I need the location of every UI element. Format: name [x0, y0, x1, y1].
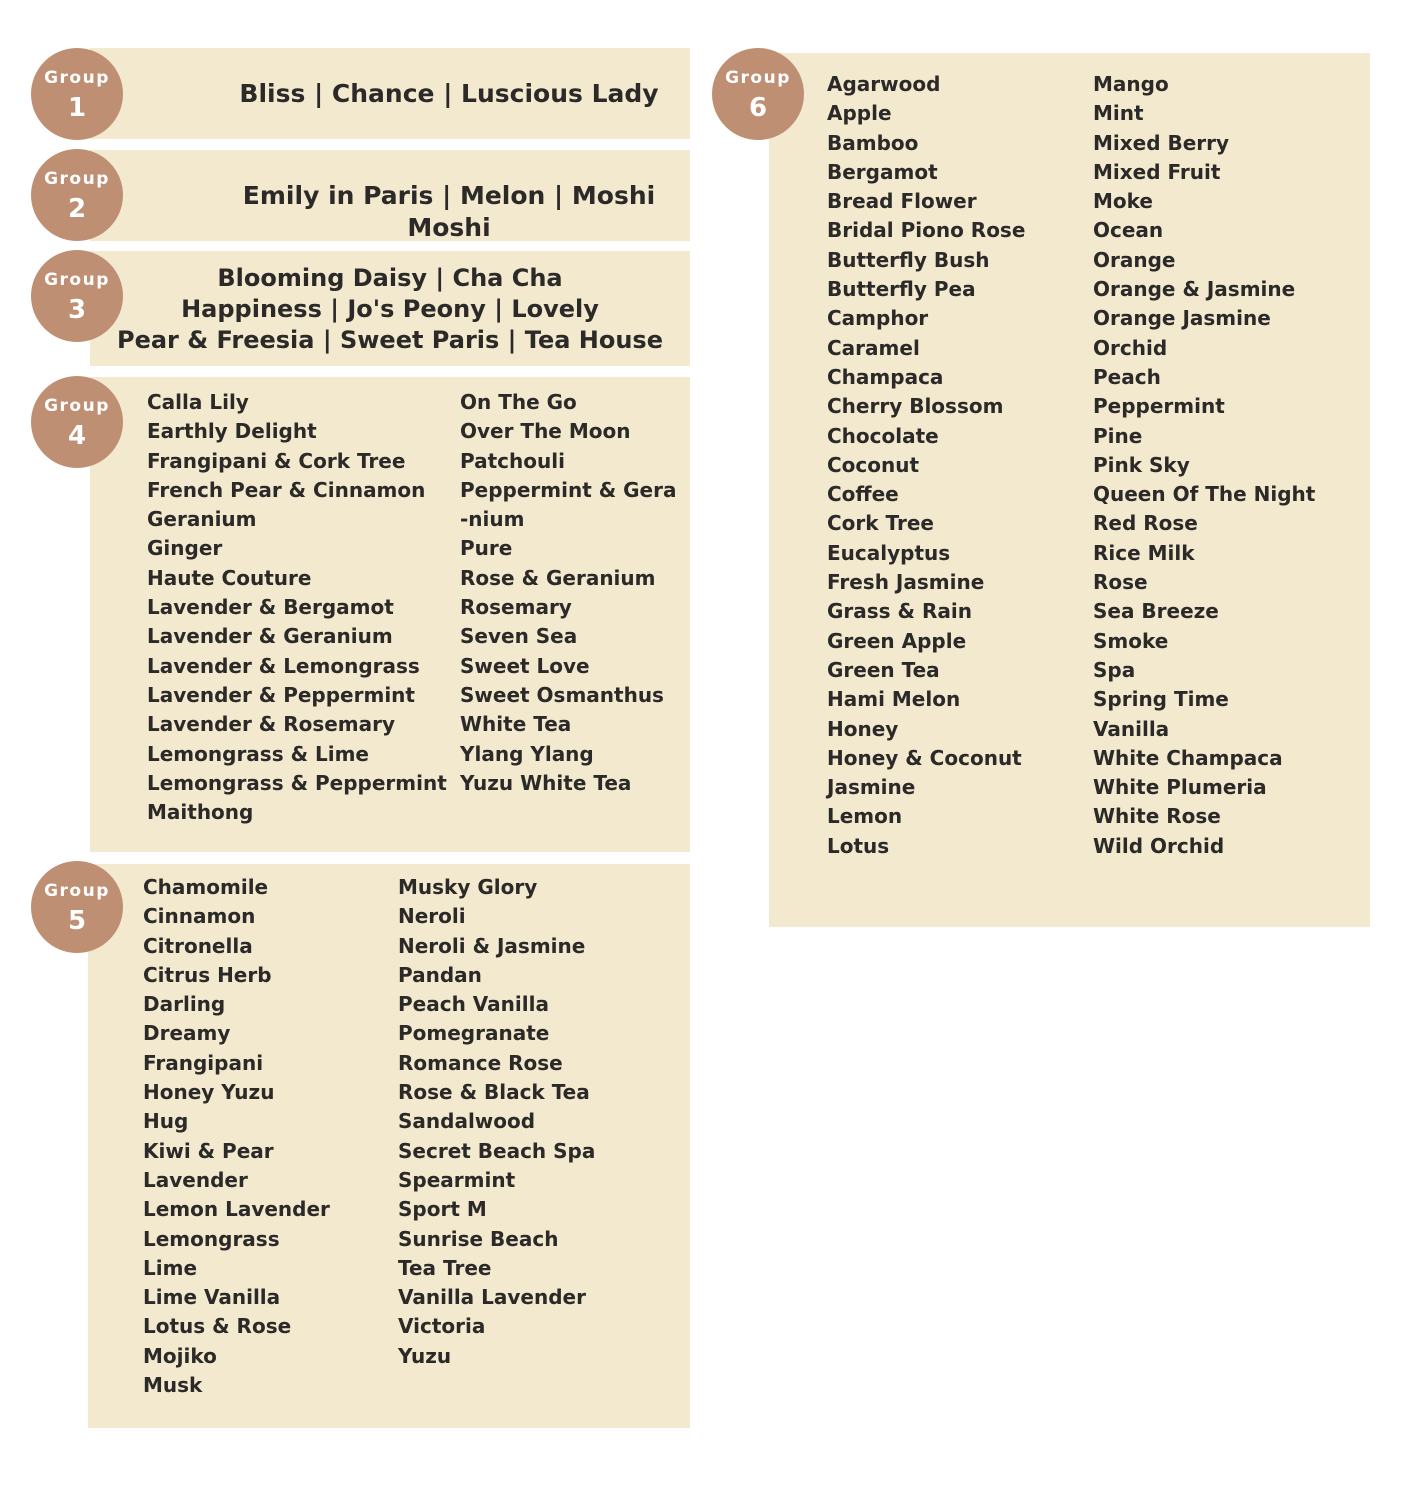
group-5-list-col1: [143, 873, 330, 1400]
scent-list-item: Vanilla: [1093, 716, 1170, 741]
scent-list-item: Geranium: [147, 507, 257, 532]
group-2-badge: [31, 149, 123, 241]
scent-list-item: Pine: [1093, 423, 1143, 448]
group-2-text: [208, 180, 690, 244]
scent-list-item: Lotus: [827, 833, 890, 858]
scent-list-item: Red Rose: [1093, 511, 1198, 536]
scent-list-item: Mojiko: [143, 1343, 217, 1368]
scent-list-item: Citrus Herb: [143, 962, 272, 987]
group-3-badge-number: 3: [67, 295, 87, 325]
scent-list-item: Lemon Lavender: [143, 1197, 330, 1222]
scent-list-item: Honey Yuzu: [143, 1080, 275, 1105]
scent-list-item: White Plumeria: [1093, 775, 1267, 800]
scent-list-item: Bread Flower: [827, 189, 977, 214]
scent-list-item: Honey: [827, 716, 899, 741]
group-4-badge-label: Group: [44, 396, 110, 416]
scent-list-item: Pure: [460, 536, 513, 561]
group-1-badge-number: 1: [67, 93, 87, 123]
group-6-list-col1: [827, 70, 1025, 861]
scent-list-item: Apple: [827, 101, 892, 126]
group-2-badge-label: Group: [44, 169, 110, 189]
scent-list-item: Neroli & Jasmine: [398, 933, 586, 958]
group-2-badge-number: 2: [67, 194, 87, 224]
group-6-list-col2: [1093, 70, 1315, 861]
scent-list-item: Spearmint: [398, 1167, 516, 1192]
group-1-panel: [90, 48, 690, 139]
scent-list-item: Dreamy: [143, 1021, 231, 1046]
scent-list-item: Peach Vanilla: [398, 992, 549, 1017]
scent-list-item: Peach: [1093, 364, 1161, 389]
scent-list-item: Over The Moon: [460, 419, 631, 444]
scent-list-item: Seven Sea: [460, 624, 578, 649]
scent-list-item: Musk: [143, 1373, 203, 1398]
scent-list-item: French Pear & Cinnamon: [147, 477, 426, 502]
scent-list-item: Ylang Ylang: [460, 741, 594, 766]
scent-list-item: Lavender & Geranium: [147, 624, 393, 649]
group-3-line: Happiness | Jo's Peony | Lovely: [181, 295, 599, 323]
scent-list-item: Spa: [1093, 657, 1136, 682]
scent-list-item: Chocolate: [827, 423, 939, 448]
scent-list-item: Mint: [1093, 101, 1144, 126]
scent-list-item: Hami Melon: [827, 687, 961, 712]
scent-list-item: Orange & Jasmine: [1093, 277, 1296, 302]
scent-list-item: Sport M: [398, 1197, 487, 1222]
scent-list-item: Lime Vanilla: [143, 1285, 281, 1310]
scent-list-item: Darling: [143, 992, 226, 1017]
scent-list-item: Victoria: [398, 1314, 486, 1339]
scent-list-item: Rose: [1093, 570, 1148, 595]
scent-list-item: Hug: [143, 1109, 189, 1134]
scent-list-item: Rosemary: [460, 595, 572, 620]
scent-list-item: Peppermint: [1093, 394, 1225, 419]
scent-list-item: Lavender: [143, 1167, 248, 1192]
scent-list-item: Fresh Jasmine: [827, 570, 985, 595]
scent-list-item: Lavender & Peppermint: [147, 682, 415, 707]
scent-list-item: Orange: [1093, 247, 1176, 272]
scent-list-item: Neroli: [398, 904, 466, 929]
scent-list-item: Mixed Berry: [1093, 130, 1230, 155]
scent-list-item: Sandalwood: [398, 1109, 536, 1134]
scent-list-item: Honey & Coconut: [827, 745, 1022, 770]
scent-list-item: Lemon: [827, 804, 903, 829]
scent-list-item: Citronella: [143, 933, 253, 958]
scent-list-item: Queen Of The Night: [1093, 482, 1316, 507]
scent-list-item: Lemongrass: [143, 1226, 280, 1251]
scent-list-item: Pomegranate: [398, 1021, 550, 1046]
scent-list-item: Chamomile: [143, 875, 269, 899]
scent-list-item: Musky Glory: [398, 875, 538, 899]
group-4-panel: [90, 377, 690, 852]
group-4-list-col2: [460, 388, 682, 798]
scent-list-item: Vanilla Lavender: [398, 1285, 586, 1310]
scent-list-item: Sweet Love: [460, 653, 590, 678]
scent-list-item: Mixed Fruit: [1093, 159, 1221, 184]
group-3-line: Blooming Daisy | Cha Cha: [217, 264, 563, 292]
group-1-badge: [31, 48, 123, 140]
scent-list-item: Lotus & Rose: [143, 1314, 292, 1339]
group-6-badge-label: Group: [725, 68, 791, 88]
scent-list-item: Yuzu White Tea: [460, 770, 632, 795]
scent-list-item: Agarwood: [827, 72, 941, 96]
scent-list-item: Frangipani & Cork Tree: [147, 448, 406, 473]
scent-list-item: White Champaca: [1093, 745, 1283, 770]
scent-list-item: Champaca: [827, 364, 944, 389]
scent-list-item: Calla Lily: [147, 390, 249, 414]
scent-list-item: Lime: [143, 1255, 198, 1280]
scent-list-item: Butterfly Pea: [827, 277, 976, 302]
scent-list-item: Coconut: [827, 452, 920, 477]
group-4-badge: [31, 376, 123, 468]
group-5-badge-label: Group: [44, 881, 110, 901]
group-3-panel: [90, 251, 690, 366]
scent-list-item: Haute Couture: [147, 565, 312, 590]
scent-list-item: Mango: [1093, 72, 1169, 96]
scent-list-item: Caramel: [827, 335, 920, 360]
scent-list-item: Camphor: [827, 306, 929, 331]
scent-list-item: Kiwi & Pear: [143, 1138, 274, 1163]
group-3-badge: [31, 250, 123, 342]
scent-list-item: Smoke: [1093, 628, 1169, 653]
group-5-badge-number: 5: [67, 906, 87, 936]
group-1-line: Bliss | Chance | Luscious Lady: [239, 79, 659, 108]
scent-list-item: Bridal Piono Rose: [827, 218, 1026, 243]
scent-list-item: Moke: [1093, 189, 1153, 214]
scent-list-item: Butterfly Bush: [827, 247, 990, 272]
scent-list-item: Lavender & Rosemary: [147, 712, 396, 737]
scent-list-item: Tea Tree: [398, 1255, 492, 1280]
scent-list-item: Green Apple: [827, 628, 967, 653]
group-5-badge: [31, 861, 123, 953]
scent-list-item: Cinnamon: [143, 904, 256, 929]
group-5-list-col2: [398, 873, 595, 1371]
scent-list-item: Lavender & Bergamot: [147, 595, 394, 620]
scent-list-item: Cork Tree: [827, 511, 934, 536]
scent-list-item: Wild Orchid: [1093, 833, 1225, 858]
scent-list-item: Bamboo: [827, 130, 919, 155]
scent-list-item: Peppermint & Gera-nium: [460, 477, 677, 532]
scent-list-item: Sea Breeze: [1093, 599, 1219, 624]
scent-list-item: Lemongrass & Peppermint: [147, 770, 447, 795]
scent-list-item: Rice Milk: [1093, 540, 1195, 565]
scent-list-item: Coffee: [827, 482, 899, 507]
group-3-line: Pear & Freesia | Sweet Paris | Tea House: [116, 326, 663, 354]
scent-list-item: White Rose: [1093, 804, 1221, 829]
scent-list-item: Eucalyptus: [827, 540, 951, 565]
scent-list-item: Bergamot: [827, 159, 938, 184]
group-6-panel: [769, 53, 1370, 927]
scent-list-item: Green Tea: [827, 657, 940, 682]
scent-list-item: Romance Rose: [398, 1050, 563, 1075]
scent-list-item: Orange Jasmine: [1093, 306, 1271, 331]
scent-list-item: Yuzu: [398, 1343, 452, 1368]
scent-list-item: Orchid: [1093, 335, 1168, 360]
scent-list-item: Pandan: [398, 962, 482, 987]
scent-list-item: Lemongrass & Lime: [147, 741, 369, 766]
scent-list-item: Ocean: [1093, 218, 1164, 243]
scent-list-item: Pink Sky: [1093, 452, 1190, 477]
group-5-panel: [88, 864, 690, 1428]
group-2-panel: [90, 150, 690, 241]
scent-list-item: Earthly Delight: [147, 419, 317, 444]
scent-list-item: Cherry Blossom: [827, 394, 1004, 419]
scent-list-item: On The Go: [460, 390, 577, 414]
group-6-badge-number: 6: [748, 93, 768, 123]
group-4-list-col1: [147, 388, 447, 827]
scent-list-item: Sweet Osmanthus: [460, 682, 664, 707]
scent-list-item: Rose & Geranium: [460, 565, 656, 590]
scent-list-item: Ginger: [147, 536, 223, 561]
scent-list-item: Spring Time: [1093, 687, 1229, 712]
scent-list-item: Secret Beach Spa: [398, 1138, 596, 1163]
scent-list-item: White Tea: [460, 712, 572, 737]
scent-list-item: Frangipani: [143, 1050, 264, 1075]
group-2-line: Emily in Paris | Melon | Moshi Moshi: [242, 181, 656, 242]
group-6-badge: [712, 48, 804, 140]
group-1-text: [208, 78, 690, 110]
group-1-badge-label: Group: [44, 68, 110, 88]
scent-list-item: Patchouli: [460, 448, 565, 473]
scent-list-item: Rose & Black Tea: [398, 1080, 590, 1105]
group-3-badge-label: Group: [44, 270, 110, 290]
scent-list-item: Lavender & Lemongrass: [147, 653, 420, 678]
scent-list-item: Grass & Rain: [827, 599, 972, 624]
group-3-text: [90, 263, 690, 356]
group-4-badge-number: 4: [67, 421, 87, 451]
scent-list-item: Sunrise Beach: [398, 1226, 559, 1251]
scent-list-item: Maithong: [147, 800, 254, 825]
scent-list-item: Jasmine: [827, 775, 916, 800]
